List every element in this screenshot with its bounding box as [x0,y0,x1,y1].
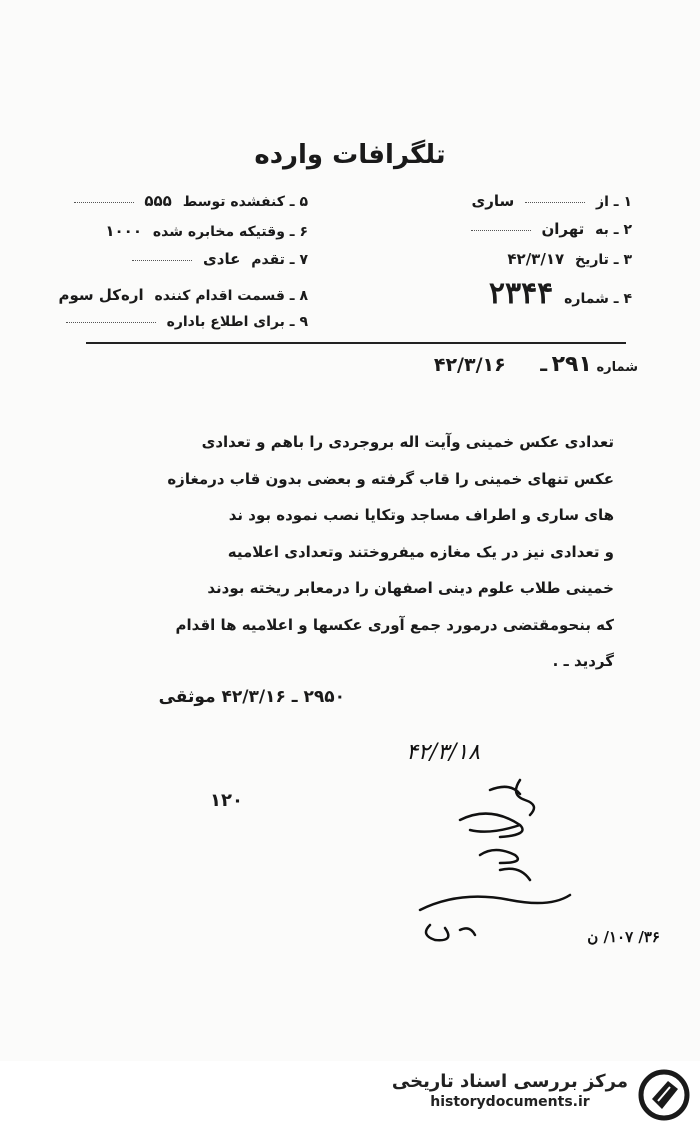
field-info [66,314,308,330]
document-title: تلگرافات وارده [254,140,446,170]
field-sender [74,192,309,210]
reference-number: ۲۹۱ [551,352,592,377]
field-action [59,286,308,304]
archive-logo-icon [638,1069,690,1121]
dotted-line [66,322,156,323]
handwritten-date: ۴۲/۳/۱۸ [406,740,480,765]
reference-dash: ـ [540,352,548,376]
body-line: خمینی طلاب علوم دینی اصفهان را درمعابر ریخته بودند [207,579,614,597]
closing-line: ۲۹۵۰ ـ ۴۲/۳/۱۶ موثقی [158,687,345,707]
header-divider [86,342,626,344]
watermark-url: historydocuments.ir [430,1094,590,1110]
body-line: که بنحومقتضی درمورد جمع آوری عکسها و اعلامیه ها اقدام [175,615,614,634]
field-sender-value: ۵۵۵ [144,192,172,210]
watermark-name: مرکز بررسی اسناد تاریخی [391,1071,628,1092]
watermark-text [392,1071,628,1110]
field-time-label: ۶ ـ وقتیکه مخابره شده [152,224,308,240]
reference-label: شماره [596,360,638,375]
telegram-body [94,424,614,680]
handwritten-signature [400,760,600,950]
body-line: های ساری و اطراف مساجد وتکایا نصب نموده بود ند [228,506,614,524]
field-date [507,250,632,268]
field-date-label: ۳ ـ تاریخ [575,252,632,268]
field-action-label: ۸ ـ قسمت اقدام کننده [154,288,308,304]
field-info-label: ۹ ـ برای اطلاع باداره [166,314,308,330]
field-priority-value: عادی [203,250,241,268]
field-sender-label: ۵ ـ کنفشده توسط [182,194,308,210]
field-to [471,220,632,238]
field-to-value: تهران [541,220,585,238]
field-from-value: ساری [471,192,515,210]
body-line: تعدادی عکس خمینی وآیت اله بروجردی را باهم و تعدادی [201,433,614,451]
field-number [489,276,632,311]
field-priority-label: ۷ ـ تقدم [251,252,308,268]
body-line: گردید ـ . [552,652,614,670]
dotted-line [525,202,585,203]
reference-date: ۴۲/۳/۱۶ [433,354,506,376]
field-time-value: ۱۰۰۰ [105,222,142,240]
stamp-number: ۱۲۰ [210,790,243,811]
body-line: عکس تنهای خمینی را قاب گرفته و بعضی بدون قاب درمغازه [167,469,614,488]
body-line: و تعدادی نیز در یک مغازه میفروختند وتعدادی اعلامیه [227,542,614,561]
field-number-value: ۲۳۴۴ [488,276,554,311]
dotted-line [471,230,531,231]
watermark-bar [0,1061,700,1131]
field-date-value: ۴۲/۳/۱۷ [507,250,565,268]
field-time [105,222,308,240]
field-number-label: ۴ ـ شماره [564,291,632,307]
field-to-label: ۲ ـ به [595,222,632,238]
field-priority [132,250,308,268]
dotted-line [132,260,192,261]
field-from-label: ۱ ـ از [596,194,632,210]
dotted-line [74,202,134,203]
reference-line [434,352,638,377]
field-from [472,192,632,210]
archive-code: ۳۶/ ۱۰۷/ ن [587,928,660,946]
field-action-value: اره‌کل سوم [58,286,144,304]
